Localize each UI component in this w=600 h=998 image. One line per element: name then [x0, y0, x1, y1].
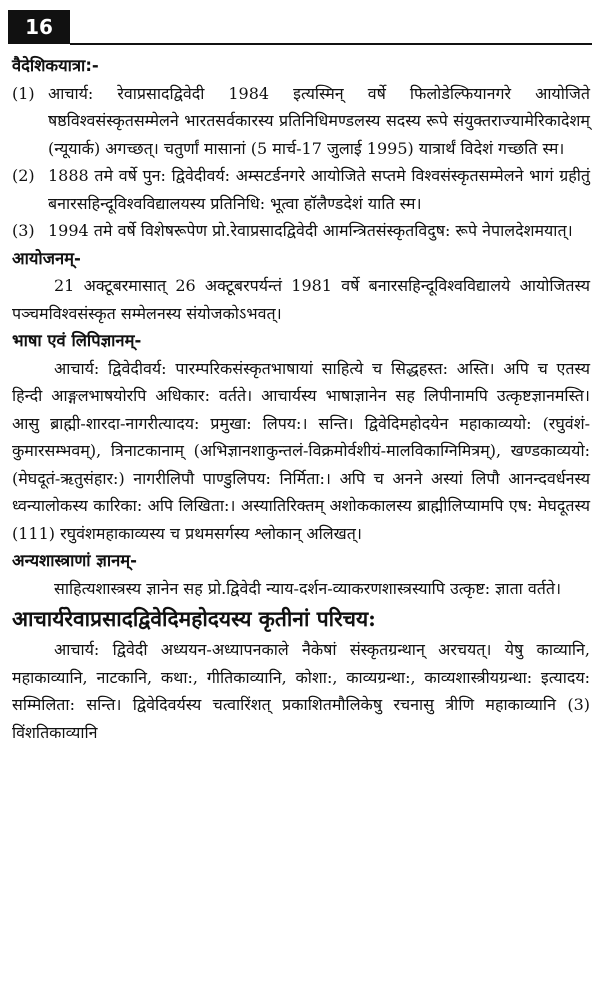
list-item-number: (1) — [12, 83, 35, 103]
list-item-number: (2) — [12, 166, 35, 185]
section-heading-language-script: भाषा एवं लिपिज्ञानम्- — [12, 331, 142, 350]
section-heading-works: आचार्यरेवाप्रसादद्विवेदिमहोदयस्य कृतीनां परिचय: — [12, 606, 376, 631]
list-item — [12, 217, 590, 245]
header-rule — [70, 43, 592, 45]
section-heading-other-shastras: अन्यशास्त्राणां ज्ञानम्- — [12, 551, 138, 570]
paragraph-other-shastras: साहित्यशास्त्रस्य ज्ञानेन सह प्रो.द्विवेदी न्याय-दर्शन-व्याकरणशास्त्रस्यापि उत्कृष्ट: ज्ञाता वर्तते। — [54, 578, 562, 598]
list-item-number: (3) — [12, 221, 35, 240]
page-number: 16 — [8, 10, 70, 44]
page-header — [8, 10, 592, 46]
paragraph-language-script: आचार्य: द्विवेदीवर्य: पारम्परिकसंस्कृतभाषायां साहित्ये च सिद्धहस्त: अस्ति। अपि च एतस्य हिन्दी आङ्गलभाषयोरपि अधिकार: वर्तते। आचार्यस्य भाषाज्ञानेन सह लिपीनामपि उत्कृष्टज्ञानमस्ति। आसु ब्राह्मी-शारदा-नागरीत्यादय: प्रमुखा: लिपय:। सन्ति। द्विवेदिमहोदयेन महाकाव्ययो: (रघुवंशं-कुमारसम्भवम्), त्रिनाटकानाम् (अभिज्ञानशाकुन्तलं-विक्रमोर्वशीयं-मालविकाग्निमित्रम्), खण्डकाव्ययो: (मेघदूतं-ऋतुसंहार:) नागरीलिपौ पाण्डुलिपय: निर्मिता:। अपि च अनने अस्यां लिपौ आनन्दवर्धनस्य ध्वन्यालोकस्य कारिका: अपि लिखिता:। अस्यातिरिक्तम् अशोककालस्य ब्राह्मीलिप्यामपि एष: मेघदूतस्य (111) रघुवंशमहाकाव्यस्य च प्रथमसर्गस्य श्लोकान् अलिखत्। — [12, 358, 590, 543]
list-item-text: आचार्य: रेवाप्रसादद्विवेदी 1984 इत्यस्मिन् वर्षे फिलोडेल्फियानगरे आयोजिते षष्ठविश्वसंस्कृतसम्मेलने भारतसर्वकारस्य प्रतिनिधिमण्डलस्य सदस्य रूपे संयुक्तराज्यामेरिकादेशम् (न्यूयार्क) अगच्छत्। चतुर्णां मासानां (5 मार्च-17 जुलाई 1995) यात्रार्थं विदेशं गच्छति स्म। — [48, 83, 590, 158]
section-heading-foreign-travel: वैदेशिकयात्रा:- — [12, 56, 99, 75]
list-item-text: 1994 तमे वर्षे विशेषरूपेण प्रो.रेवाप्रसादद्विवेदी आमन्त्रितसंस्कृतविदुष: रूपे नेपालदेशमयात्। — [48, 221, 573, 240]
paragraph-works: आचार्य: द्विवेदी अध्ययन-अध्यापनकाले नैकेषां संस्कृतग्रन्थान् अरचयत्। येषु काव्यानि, महाकाव्यानि, नाटकानि, कथा:, गीतिकाव्यानि, कोशा:, काव्यग्रन्था:, काव्यशास्त्रीयग्रन्था: इत्यादय: सम्मिलिता: सन्ति। द्विवेदिवर्यस्य चत्वारिंशत् प्रकाशितमौलिकेषु रचनासु त्रीणि महाकाव्यानि (3) विंशतिकाव्यानि — [12, 640, 590, 742]
section-heading-organization: आयोजनम्- — [12, 248, 81, 268]
list-item — [12, 80, 590, 163]
page-content — [12, 52, 590, 746]
paragraph-organization: 21 अक्टूबरमासात् 26 अक्टूबरपर्यन्तं 1981 वर्षे बनारसहिन्दूविश्वविद्यालये आयोजितस्य पञ्चमविश्वसंस्कृत सम्मेलनस्य संयोजकोऽभवत्। — [12, 276, 590, 323]
list-item-text: 1888 तमे वर्षे पुन: द्विवेदीवर्य: अम्सटर्डनगरे आयोजिते सप्तमे विश्वसंस्कृतसम्मेलने भागं ग्रहीतुं बनारसहिन्दूविश्वविद्यालयस्य प्रतिनिधि: भूत्वा हॉलैण्डदेशं याति स्म। — [48, 166, 590, 213]
list-item — [12, 162, 590, 217]
